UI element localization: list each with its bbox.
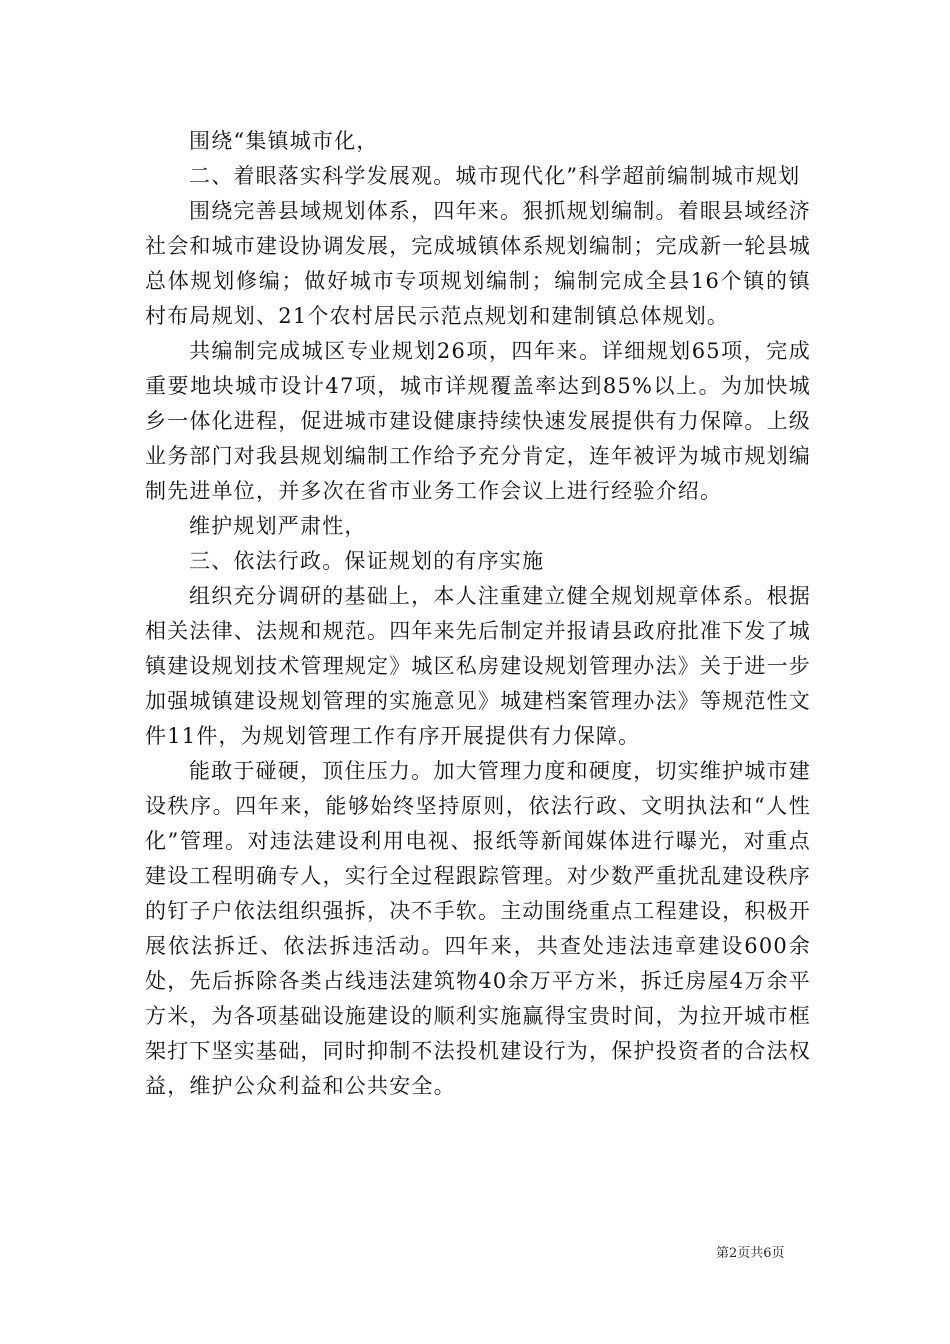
section-heading-3: 三、依法行政。保证规划的有序实施: [189, 549, 545, 573]
page-number: 第2页共6页: [716, 1246, 785, 1261]
paragraph-1: 围绕“集镇城市化，: [189, 129, 379, 153]
document-body: [145, 124, 811, 1104]
paragraph-3: 围绕完善县域规划体系，四年来。狠抓规划编制。着眼县域经济社会和城市建设协调发展，完成城镇体系规划编制；完成新一轮县城总体规划修编；做好城市专项规划编制；编制完成全县16个镇的镇村布局规划、21个农村居民示范点规划和建制镇总体规划。: [145, 199, 811, 328]
paragraph-8: 能敢于碰硬，顶住压力。加大管理力度和硬度，切实维护城市建设秩序。四年来，能够始终坚持原则，依法行政、文明执法和“人性化”管理。对违法建设利用电视、报纸等新闻媒体进行曝光，对重点建设工程明确专人，实行全过程跟踪管理。对少数严重扰乱建设秩序的钉子户依法组织强拆，决不手软。主动围绕重点工程建设，积极开展依法拆迁、依法拆违活动。四年来，共查处违法违章建设600余处，先后拆除各类占线违法建筑物40余万平方米，拆迁房屋4万余平方米，为各项基础设施建设的顺利实施赢得宝贵时间，为拉开城市框架打下坚实基础，同时抑制不法投机建设行为，保护投资者的合法权益，维护公众利益和公共安全。: [145, 759, 811, 1098]
paragraph-4: 共编制完成城区专业规划26项，四年来。详细规划65项，完成重要地块城市设计47项，城市详规覆盖率达到85%以上。为加快城乡一体化进程，促进城市建设健康持续快速发展提供有力保障。上级业务部门对我县规划编制工作给予充分肯定，连年被评为城市规划编制先进单位，并多次在省市业务工作会议上进行经验介绍。: [145, 339, 811, 503]
paragraph-5: 维护规划严肃性，: [189, 514, 367, 538]
paragraph-7: 组织充分调研的基础上，本人注重建立健全规划规章体系。根据相关法律、法规和规范。四年来先后制定并报请县政府批准下发了城镇建设规划技术管理规定》城区私房建设规划管理办法》关于进一步加强城镇建设规划管理的实施意见》城建档案管理办法》等规范性文件11件，为规划管理工作有序开展提供有力保障。: [145, 584, 811, 748]
section-heading-2: 二、着眼落实科学发展观。城市现代化”科学超前编制城市规划: [189, 164, 801, 188]
